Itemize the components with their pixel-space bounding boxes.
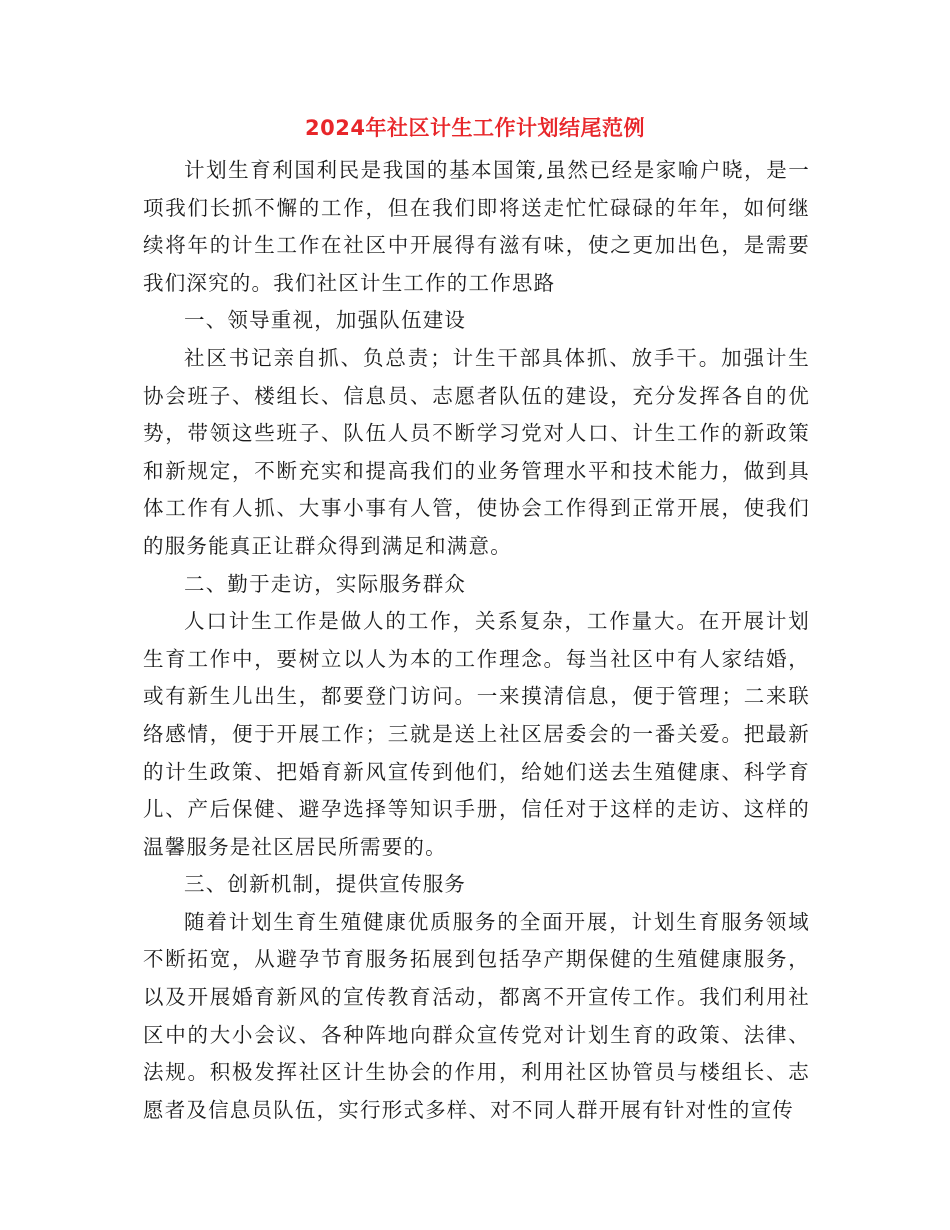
section-3-paragraph: 随着计划生育生殖健康优质服务的全面开展，计划生育服务领域不断拓宽，从避孕节育服务拓展到包括孕产期保健的生殖健康服务，以及开展婚育新风的宣传教育活动，都离不开宣传工作。我们利用社区中的大小会议、各种阵地向群众宣传党对计划生育的政策、法律、法规。积极发挥社区计生协会的作用，利用社区协管员与楼组长、志愿者及信息员队伍，实行形式多样、对不同人群开展有针对性的宣传 — [143, 909, 810, 1122]
section-heading-2: 二、勤于走访，实际服务群众 — [184, 571, 467, 596]
intro-paragraph: 计划生育利国利民是我国的基本国策,虽然已经是家喻户晓，是一项我们长抓不懈的工作，但在我们即将送走忙忙碌碌的年年，如何继续将年的计生工作在社区中开展得有滋有味，使之更加出色，是需要我们深究的。我们社区计生工作的工作思路 — [143, 158, 810, 295]
page-title: 2024年社区计生工作计划结尾范例 — [305, 116, 645, 140]
section-heading-3: 三、创新机制，提供宣传服务 — [184, 872, 467, 897]
section-2-paragraph: 人口计生工作是做人的工作，关系复杂，工作量大。在开展计划生育工作中，要树立以人为本的工作理念。每当社区中有人家结婚，或有新生儿出生，都要登门访问。一来摸清信息，便于管理；二来联络感情，便于开展工作；三就是送上社区居委会的一番关爱。把最新的计生政策、把婚育新风宣传到他们，给她们送去生殖健康、科学育儿、产后保健、避孕选择等知识手册，信任对于这样的走访、这样的温馨服务是社区居民所需要的。 — [143, 609, 810, 859]
document-body — [143, 152, 810, 1129]
section-heading-1: 一、领导重视，加强队伍建设 — [184, 308, 467, 333]
section-1-paragraph: 社区书记亲自抓、负总责；计生干部具体抓、放手干。加强计生协会班子、楼组长、信息员、志愿者队伍的建设，充分发挥各自的优势，带领这些班子、队伍人员不断学习党对人口、计生工作的新政策和新规定，不断充实和提高我们的业务管理水平和技术能力，做到具体工作有人抓、大事小事有人管，使协会工作得到正常开展，使我们的服务能真正让群众得到满足和满意。 — [143, 345, 810, 558]
